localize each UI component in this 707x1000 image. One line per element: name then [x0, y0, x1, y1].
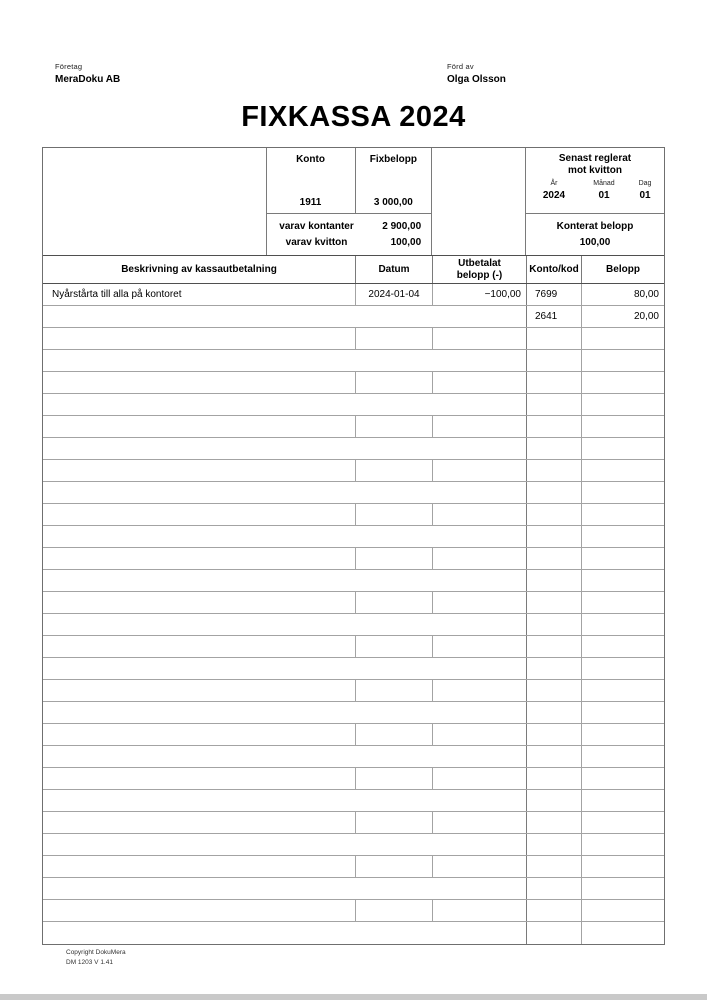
body-cell-date	[356, 636, 433, 657]
table-body	[43, 284, 664, 944]
company-name: MeraDoku AB	[55, 74, 121, 85]
body-cell-description	[43, 636, 356, 657]
body-cell-description-merged	[43, 614, 527, 635]
body-cell-amount	[582, 636, 664, 657]
table-row	[43, 372, 664, 394]
table-row	[43, 438, 664, 460]
body-cell-amount	[582, 548, 664, 569]
body-cell-paid-amount	[433, 592, 527, 613]
senast-reglerat-title	[526, 148, 664, 176]
body-cell-amount	[582, 416, 664, 437]
body-cell-account	[527, 878, 582, 899]
body-cell-account	[527, 790, 582, 811]
body-cell-paid-amount	[433, 416, 527, 437]
form-version-text: DM 1203 V 1.41	[66, 959, 113, 967]
body-cell-account	[527, 680, 582, 701]
header-amount: Belopp	[606, 264, 640, 275]
varav-kvitton-value: 100,00	[390, 237, 422, 248]
body-cell-paid-amount	[433, 460, 527, 481]
body-cell-paid-amount	[433, 900, 527, 921]
body-cell-amount	[582, 878, 664, 899]
page-edge-bar	[0, 994, 707, 1000]
konto-fixbelopp-block	[267, 148, 433, 255]
senast-reglerat-line1: Senast reglerat	[558, 153, 632, 164]
table-row	[43, 724, 664, 746]
body-cell-date	[356, 812, 433, 833]
konto-value: 1911	[299, 197, 322, 208]
body-cell-description-merged	[43, 570, 527, 591]
body-cell-paid-amount	[433, 768, 527, 789]
body-cell-account	[527, 328, 582, 349]
body-cell-amount	[582, 372, 664, 393]
body-cell-description-merged	[43, 306, 527, 327]
body-cell-date	[356, 548, 433, 569]
date-columns	[526, 180, 664, 201]
body-cell-account	[527, 724, 582, 745]
body-cell-paid-amount	[433, 724, 527, 745]
body-cell-account	[527, 922, 582, 944]
varav-kvitton-row	[267, 237, 432, 248]
body-cell-description	[43, 460, 356, 481]
body-cell-paid-amount	[433, 328, 527, 349]
table-row	[43, 394, 664, 416]
body-cell-description-merged	[43, 482, 527, 503]
table-row	[43, 922, 664, 944]
table-row	[43, 790, 664, 812]
table-row	[43, 416, 664, 438]
body-cell-amount	[582, 504, 664, 525]
kept-by-name: Olga Olsson	[447, 74, 506, 85]
month-label: Månad	[593, 180, 615, 187]
body-cell-date	[356, 460, 433, 481]
body-cell-date	[356, 416, 433, 437]
body-cell-description	[43, 372, 356, 393]
column-header-row	[43, 256, 664, 284]
document-footer	[66, 948, 126, 969]
body-cell-amount	[582, 482, 664, 503]
table-row	[43, 878, 664, 900]
body-cell-account	[527, 614, 582, 635]
body-cell-description	[43, 856, 356, 877]
page-title: FIXKASSA 2024	[241, 101, 466, 133]
body-cell-amount	[582, 328, 664, 349]
body-cell-account	[527, 504, 582, 525]
body-cell-account: 7699	[527, 284, 582, 305]
table-row	[43, 812, 664, 834]
body-cell-date	[356, 900, 433, 921]
body-cell-description-merged	[43, 658, 527, 679]
varav-kvitton-label: varav kvitton	[285, 237, 348, 248]
fixbelopp-label: Fixbelopp	[369, 154, 417, 165]
body-cell-date	[356, 768, 433, 789]
body-cell-description-merged	[43, 922, 527, 944]
table-row	[43, 570, 664, 592]
table-row	[43, 636, 664, 658]
body-cell-paid-amount: −100,00	[433, 284, 527, 305]
body-cell-description-merged	[43, 394, 527, 415]
senast-reglerat-line2: mot kvitton	[568, 164, 622, 176]
body-cell-account	[527, 482, 582, 503]
body-cell-amount	[582, 900, 664, 921]
body-cell-date	[356, 372, 433, 393]
body-cell-description: Nyårstårta till alla på kontoret	[43, 284, 356, 305]
body-cell-account	[527, 350, 582, 371]
body-cell-date	[356, 328, 433, 349]
body-cell-amount	[582, 438, 664, 459]
body-cell-account	[527, 856, 582, 877]
body-cell-account	[527, 438, 582, 459]
body-cell-account: 2641	[527, 306, 582, 327]
body-cell-description-merged	[43, 834, 527, 855]
fixbelopp-cell	[356, 148, 432, 213]
body-cell-description	[43, 812, 356, 833]
body-cell-description	[43, 724, 356, 745]
fixbelopp-value: 3 000,00	[373, 197, 413, 208]
konto-label: Konto	[296, 154, 325, 165]
body-cell-description-merged	[43, 350, 527, 371]
header-paid-line1: Utbetalat	[458, 258, 501, 269]
body-cell-description-merged	[43, 438, 527, 459]
body-cell-date	[356, 724, 433, 745]
table-row	[43, 592, 664, 614]
table-row	[43, 548, 664, 570]
year-label: År	[550, 180, 558, 187]
body-cell-account	[527, 526, 582, 547]
body-cell-amount	[582, 834, 664, 855]
body-cell-amount	[582, 768, 664, 789]
fixkassa-form-table	[42, 147, 665, 945]
table-row	[43, 526, 664, 548]
body-cell-account	[527, 636, 582, 657]
varav-kontanter-value: 2 900,00	[382, 221, 422, 232]
summary-empty-cell	[43, 148, 267, 255]
body-cell-account	[527, 372, 582, 393]
body-cell-description	[43, 328, 356, 349]
body-cell-paid-amount	[433, 548, 527, 569]
varav-kontanter-row	[267, 221, 432, 232]
day-label: Dag	[638, 180, 652, 187]
body-cell-description	[43, 592, 356, 613]
body-cell-amount	[582, 460, 664, 481]
body-cell-paid-amount	[433, 372, 527, 393]
header-paid-amount	[433, 256, 527, 283]
konterat-belopp-label: Konterat belopp	[556, 221, 634, 232]
body-cell-date	[356, 680, 433, 701]
body-cell-amount	[582, 812, 664, 833]
varav-kontanter-label: varav kontanter	[279, 221, 354, 232]
company-block	[55, 62, 120, 85]
varav-block	[267, 214, 432, 255]
table-row	[43, 614, 664, 636]
month-value: 01	[598, 190, 610, 201]
body-cell-account	[527, 900, 582, 921]
body-cell-account	[527, 394, 582, 415]
konterat-belopp-cell	[526, 214, 664, 255]
body-cell-description-merged	[43, 746, 527, 767]
body-cell-account	[527, 570, 582, 591]
body-cell-amount	[582, 658, 664, 679]
body-cell-amount	[582, 526, 664, 547]
table-row	[43, 350, 664, 372]
kept-by-block	[447, 62, 506, 85]
body-cell-amount	[582, 614, 664, 635]
table-row	[43, 658, 664, 680]
table-row	[43, 460, 664, 482]
body-cell-account	[527, 592, 582, 613]
kept-by-label: Förd av	[447, 62, 474, 71]
summary-gap-cell	[432, 148, 526, 255]
body-cell-account	[527, 416, 582, 437]
body-cell-amount	[582, 592, 664, 613]
table-row	[43, 680, 664, 702]
body-cell-paid-amount	[433, 636, 527, 657]
header-date: Datum	[356, 256, 433, 283]
body-cell-description	[43, 548, 356, 569]
table-row	[43, 306, 664, 328]
body-cell-description-merged	[43, 526, 527, 547]
body-cell-amount	[582, 702, 664, 723]
body-cell-amount	[582, 680, 664, 701]
body-cell-account	[527, 768, 582, 789]
body-cell-amount: 20,00	[633, 311, 659, 322]
body-cell-date: 2024-01-04	[356, 284, 433, 305]
body-cell-description	[43, 900, 356, 921]
table-row	[43, 284, 664, 306]
header-account: Konto/kod	[527, 256, 582, 283]
body-cell-description	[43, 680, 356, 701]
table-row	[43, 900, 664, 922]
year-value: 2024	[542, 190, 566, 201]
senast-reglerat-block	[526, 148, 664, 255]
body-cell-description-merged	[43, 790, 527, 811]
summary-section	[43, 148, 664, 256]
senast-reglerat-cell	[526, 148, 664, 214]
table-row	[43, 328, 664, 350]
body-cell-account	[527, 834, 582, 855]
body-cell-amount	[582, 724, 664, 745]
table-row	[43, 768, 664, 790]
body-cell-amount	[582, 394, 664, 415]
day-value: 01	[639, 190, 651, 201]
table-row	[43, 702, 664, 724]
body-cell-description	[43, 416, 356, 437]
copyright-text: Copyright DokuMera	[66, 949, 126, 956]
body-cell-account	[527, 702, 582, 723]
table-row	[43, 834, 664, 856]
body-cell-paid-amount	[433, 856, 527, 877]
body-cell-description-merged	[43, 878, 527, 899]
header-paid-line2: belopp (-)	[456, 269, 503, 281]
konto-cell	[267, 148, 356, 213]
table-row	[43, 482, 664, 504]
table-row	[43, 504, 664, 526]
body-cell-amount	[582, 350, 664, 371]
body-cell-account	[527, 658, 582, 679]
company-label: Företag	[55, 62, 83, 71]
body-cell-amount: 80,00	[633, 289, 659, 300]
body-cell-account	[527, 460, 582, 481]
body-cell-account	[527, 746, 582, 767]
table-row	[43, 746, 664, 768]
header-description: Beskrivning av kassautbetalning	[43, 256, 356, 283]
body-cell-amount	[582, 922, 664, 944]
body-cell-paid-amount	[433, 680, 527, 701]
body-cell-paid-amount	[433, 812, 527, 833]
body-cell-date	[356, 856, 433, 877]
konterat-belopp-value: 100,00	[579, 237, 611, 248]
body-cell-description-merged	[43, 702, 527, 723]
body-cell-description	[43, 768, 356, 789]
body-cell-date	[356, 592, 433, 613]
table-row	[43, 856, 664, 878]
body-cell-amount	[582, 746, 664, 767]
body-cell-amount	[582, 856, 664, 877]
body-cell-amount	[582, 790, 664, 811]
body-cell-account	[527, 812, 582, 833]
body-cell-amount	[582, 570, 664, 591]
body-cell-date	[356, 504, 433, 525]
body-cell-paid-amount	[433, 504, 527, 525]
body-cell-account	[527, 548, 582, 569]
body-cell-description	[43, 504, 356, 525]
